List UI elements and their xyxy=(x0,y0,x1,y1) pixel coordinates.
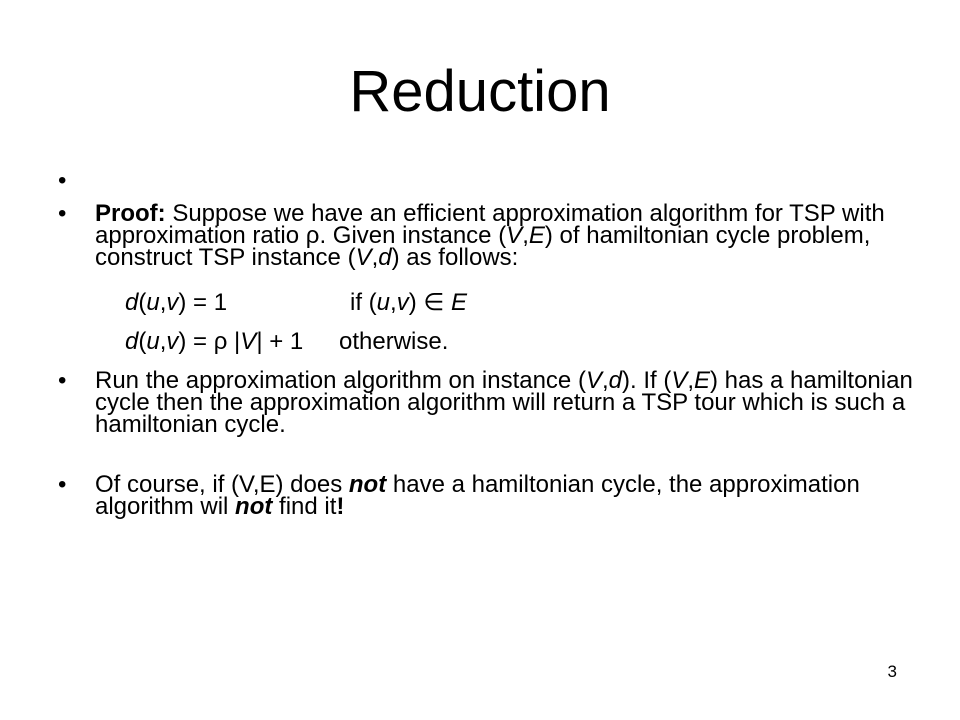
page-number: 3 xyxy=(887,662,897,681)
bullet-list xyxy=(58,167,918,520)
rho-symbol: ρ xyxy=(213,328,228,355)
run-text-part: Run the approximation algorithm on instance ( xyxy=(95,367,586,394)
rho-symbol: ρ xyxy=(305,222,320,249)
paren: ) xyxy=(408,289,424,316)
var-d: d xyxy=(608,367,622,394)
comma: , xyxy=(687,367,694,394)
var-e: E xyxy=(694,367,711,394)
var-e: E xyxy=(528,222,545,249)
course-text-part: have a hamiltonian cycle, the approximation algorithm wil xyxy=(95,471,860,520)
formula-value: ) = 1 xyxy=(178,289,228,316)
comma: , xyxy=(371,244,379,271)
formula-value: | + 1 xyxy=(256,328,304,355)
comma: , xyxy=(522,222,529,249)
abs-bar: | xyxy=(227,328,241,355)
formula-condition xyxy=(350,289,467,316)
proof-label: Proof: xyxy=(95,200,166,227)
formula-lhs xyxy=(125,289,350,316)
paren: ( xyxy=(138,289,147,316)
bullet-marker: • xyxy=(58,367,67,394)
emphasis-not: not xyxy=(348,471,387,498)
run-text-part: ) has a hamiltonian cycle then the approximation algorithm will return a TSP tour which is such a hamiltonian cycle. xyxy=(95,367,913,438)
var-e: E xyxy=(444,289,467,316)
formula-edge-case xyxy=(125,289,918,316)
run-bullet xyxy=(58,367,918,438)
bullet-marker: • xyxy=(58,471,67,498)
var-d: d xyxy=(125,289,139,316)
var-v: V xyxy=(240,328,257,355)
paren: ( xyxy=(138,328,147,355)
condition-text: if ( xyxy=(350,289,377,316)
formula-lhs xyxy=(125,328,339,355)
proof-text-part: ) as follows: xyxy=(391,244,519,271)
exclamation: ! xyxy=(336,493,345,520)
formula-condition: otherwise. xyxy=(339,328,449,355)
bullet-marker: • xyxy=(58,167,67,194)
comma: , xyxy=(601,367,609,394)
comma: , xyxy=(159,289,167,316)
proof-paragraph xyxy=(95,200,885,271)
var-d: d xyxy=(125,328,139,355)
run-text-part: ). If ( xyxy=(621,367,672,394)
proof-bullet xyxy=(58,200,918,271)
var-v: v xyxy=(396,289,409,316)
course-text-part: Of course, if (V,E) does xyxy=(95,471,349,498)
comma: , xyxy=(390,289,397,316)
var-d: d xyxy=(378,244,392,271)
formula-value: ) = xyxy=(178,328,214,355)
formula-otherwise-case xyxy=(125,328,918,355)
bullet-marker: • xyxy=(58,200,67,227)
var-v: V xyxy=(506,222,523,249)
var-v: V xyxy=(671,367,688,394)
course-text-part: find it xyxy=(272,493,337,520)
slide-title: Reduction xyxy=(349,59,611,124)
var-v: V xyxy=(355,244,372,271)
proof-text-part: Suppose we have an efficient approximation algorithm for TSP with approximation ratio xyxy=(95,200,885,249)
var-v: v xyxy=(166,289,179,316)
empty-bullet xyxy=(58,167,918,194)
of-course-bullet xyxy=(58,471,918,520)
run-paragraph xyxy=(95,367,913,438)
emphasis-not: not xyxy=(235,493,273,520)
element-of-symbol: ∈ xyxy=(423,289,445,316)
proof-text-part: . Given instance ( xyxy=(319,222,507,249)
var-u: u xyxy=(376,289,391,316)
var-v: V xyxy=(585,367,602,394)
var-v: v xyxy=(166,328,179,355)
var-u: u xyxy=(146,328,160,355)
var-u: u xyxy=(146,289,160,316)
of-course-paragraph xyxy=(95,471,860,520)
distance-definition xyxy=(58,289,918,355)
comma: , xyxy=(159,328,167,355)
proof-text-part: ) of hamiltonian cycle problem, construct TSP instance ( xyxy=(95,222,871,271)
